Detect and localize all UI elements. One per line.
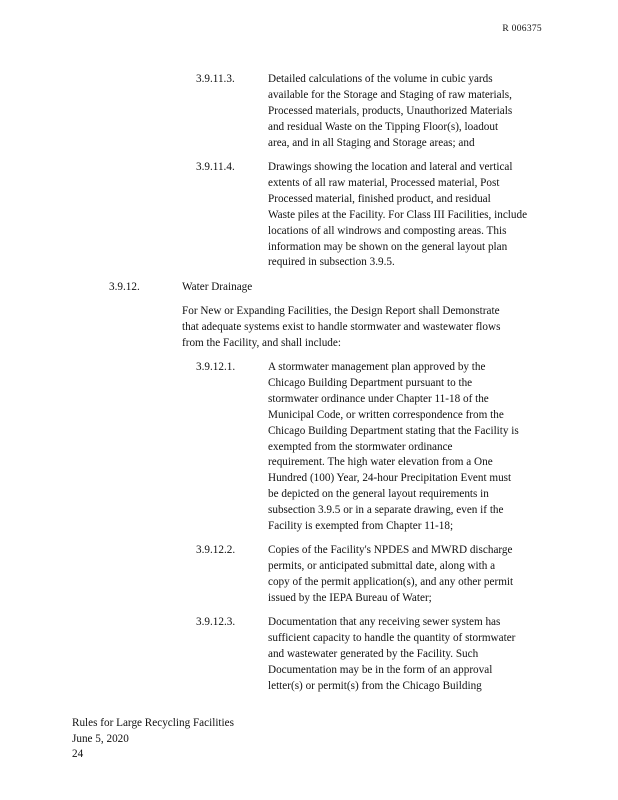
text-line: and residual Waste on the Tipping Floor(s), loadout [268,120,499,133]
text-line: and wastewater generated by the Facility. Such [268,647,479,660]
text-line: information may be shown on the general layout plan [268,240,508,253]
text-line: permits, or anticipated submittal date, along with a [268,559,496,572]
text-line: Copies of the Facility's NPDES and MWRD discharge [268,544,513,556]
section-text [268,72,512,152]
text-line: Documentation may be in the form of an approval [268,663,493,676]
text-line: Waste piles at the Facility. For Class III Facilities, include [268,208,528,221]
text-line: available for the Storage and Staging of raw materials, [268,88,512,101]
text-line: Processed material, finished product, and residual [268,192,491,205]
text-line: locations of all windrows and composting areas. This [268,224,507,237]
text-line: requirement. The high water elevation from a One [268,456,493,469]
text-line: Municipal Code, or written correspondence from the [268,408,504,421]
text-line: that adequate systems exist to handle stormwater and wastewater flows [182,320,501,333]
text-line: Chicago Building Department pursuant to the [268,376,473,389]
text-line: letter(s) or permit(s) from the Chicago Building [268,679,482,692]
text-line: Hundred (100) Year, 24-hour Precipitation Event must [268,472,512,485]
text-line: Detailed calculations of the volume in cubic yards [268,73,493,85]
section-number: 3.9.12.3. [196,616,236,628]
section-number: 3.9.12. [109,281,140,293]
text-line: Processed materials, products, Unauthorized Materials [268,104,513,117]
text-line: area, and in all Staging and Storage areas; and [268,136,475,149]
section-number: 3.9.12.2. [196,544,236,556]
text-line: A stormwater management plan approved by the [268,361,486,373]
text-line: copy of the permit application(s), and any other permit [268,575,514,588]
text-line: issued by the IEPA Bureau of Water; [268,591,432,604]
text-line: Facility is exempted from Chapter 11-18; [268,520,454,533]
text-line: Documentation that any receiving sewer system has [268,616,501,628]
text-line: stormwater ordinance under Chapter 11-18 of the [268,392,489,405]
footer-date: June 5, 2020 [72,732,129,745]
footer-title: Rules for Large Recycling Facilities [72,717,234,729]
text-line: sufficient capacity to handle the quantity of stormwater [268,631,516,644]
text-line: exempted from the stormwater ordinance [268,440,453,453]
text-line: required in subsection 3.9.5. [268,256,395,269]
section-text [268,160,527,271]
section-text [182,280,252,296]
section-text [268,543,513,607]
section-text [268,360,519,535]
section-number: 3.9.11.4. [196,161,235,173]
text-line: Water Drainage [182,281,253,293]
page-footer [72,716,234,763]
section-text [182,304,500,352]
text-line: Drawings showing the location and lateral and vertical [268,161,513,173]
text-line: extents of all raw material, Processed material, Post [268,176,500,189]
text-line: from the Facility, and shall include: [182,336,341,349]
text-line: For New or Expanding Facilities, the Design Report shall Demonstrate [182,305,500,317]
bates-number: R 006375 [502,24,542,34]
section-number: 3.9.12.1. [196,361,236,373]
text-line: Chicago Building Department stating that the Facility is [268,424,519,437]
page-number: 24 [72,748,84,761]
section-number: 3.9.11.3. [196,73,235,85]
text-line: be depicted on the general layout requirements in [268,488,489,501]
text-line: subsection 3.9.5 or in a separate drawing, even if the [268,504,504,517]
section-text [268,615,515,695]
